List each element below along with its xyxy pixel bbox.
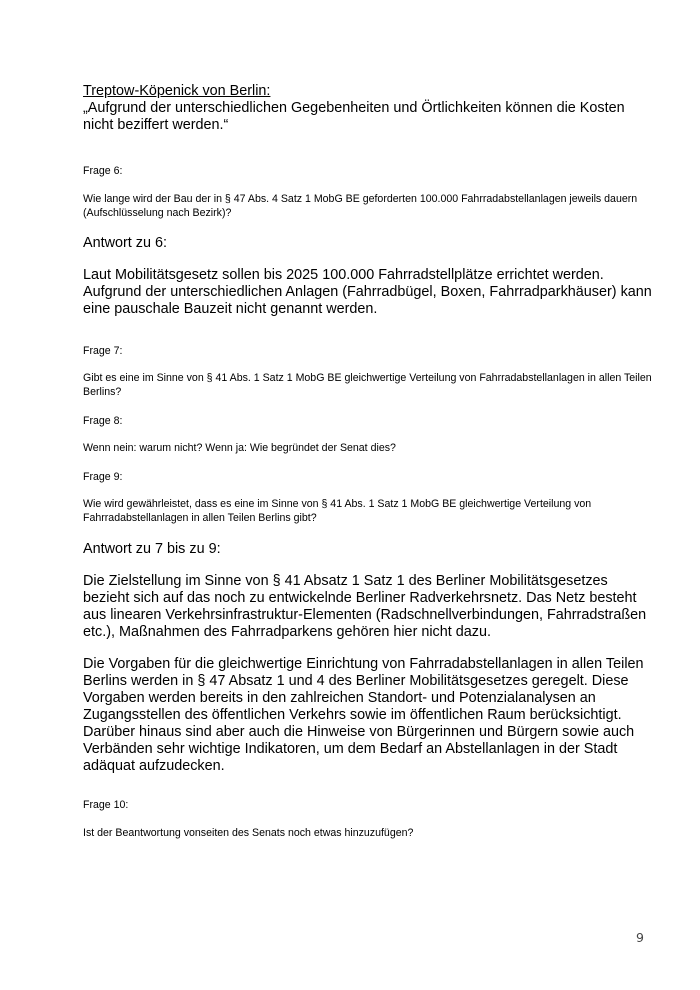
page-number: 9: [636, 930, 644, 945]
question-7-label: Frage 7:: [83, 345, 123, 357]
answer-7-9-paragraph-2: Die Vorgaben für die gleichwertige Einrichtung von Fahrradabstellanlagen in allen Teilen Berlins werden in § 47 Absatz 1 und 4 des Berliner Mobilitätsgesetzes geregelt. Diese Vorgaben werden bereits in den zahlreichen Standort- und Potenzialanalysen an Zugangsstellen des öffentlichen Verkehrs sowie im öffentlichen Raum berücksichtigt. Darüber hinaus sind aber auch die Hinweise von Bürgerinnen und Bürgern sowie auch Verbänden sehr wichtige Indikatoren, um dem Bedarf an Abstellanlagen in der Stadt adäquat aufzudecken.: [83, 656, 644, 774]
question-10-label: Frage 10:: [83, 799, 129, 811]
district-heading: Treptow-Köpenick von Berlin:: [83, 83, 271, 99]
answer-7-9-paragraph-1: Die Zielstellung im Sinne von § 41 Absatz 1 Satz 1 des Berliner Mobilitätsgesetzes bezieht sich auf das noch zu entwickelnde Berliner Radverkehrsnetz. Das Netz besteht aus linearen Verkehrsinfrastruktur-Elementen (Radschnellverbindungen, Fahrradstraßen etc.), Maßnahmen des Fahrradparkens gehören hier nicht dazu.: [83, 573, 647, 640]
question-7-text: Gibt es eine im Sinne von § 41 Abs. 1 Satz 1 MobG BE gleichwertige Verteilung von Fahrradabstellanlagen in allen Teilen Berlins?: [83, 372, 652, 398]
question-9-text: Wie wird gewährleistet, dass es eine im Sinne von § 41 Abs. 1 Satz 1 MobG BE gleichwertige Verteilung von Fahrradabstellanlagen in allen Teilen Berlins gibt?: [83, 498, 592, 524]
question-6-text: Wie lange wird der Bau der in § 47 Abs. 4 Satz 1 MobG BE geforderten 100.000 Fahrradabstellanlagen jeweils dauern (Aufschlüsselung nach Bezirk)?: [83, 193, 638, 219]
question-9-label: Frage 9:: [83, 471, 123, 483]
question-8-text: Wenn nein: warum nicht? Wenn ja: Wie begründet der Senat dies?: [83, 442, 396, 454]
answer-7-9-label: Antwort zu 7 bis zu 9:: [83, 541, 221, 557]
question-6-label: Frage 6:: [83, 165, 123, 177]
question-10-text: Ist der Beantwortung vonseiten des Senats noch etwas hinzuzufügen?: [83, 827, 414, 839]
question-8-label: Frage 8:: [83, 415, 123, 427]
answer-6-text: Laut Mobilitätsgesetz sollen bis 2025 100.000 Fahrradstellplätze errichtet werden. Aufgrund der unterschiedlichen Anlagen (Fahrradbügel, Boxen, Fahrradparkhäuser) kann eine pauschale Bauzeit nicht genannt werden.: [83, 267, 652, 317]
district-quote: „Aufgrund der unterschiedlichen Gegebenheiten und Örtlichkeiten können die Kosten nicht beziffert werden.“: [83, 100, 625, 133]
answer-6-label: Antwort zu 6:: [83, 235, 167, 251]
